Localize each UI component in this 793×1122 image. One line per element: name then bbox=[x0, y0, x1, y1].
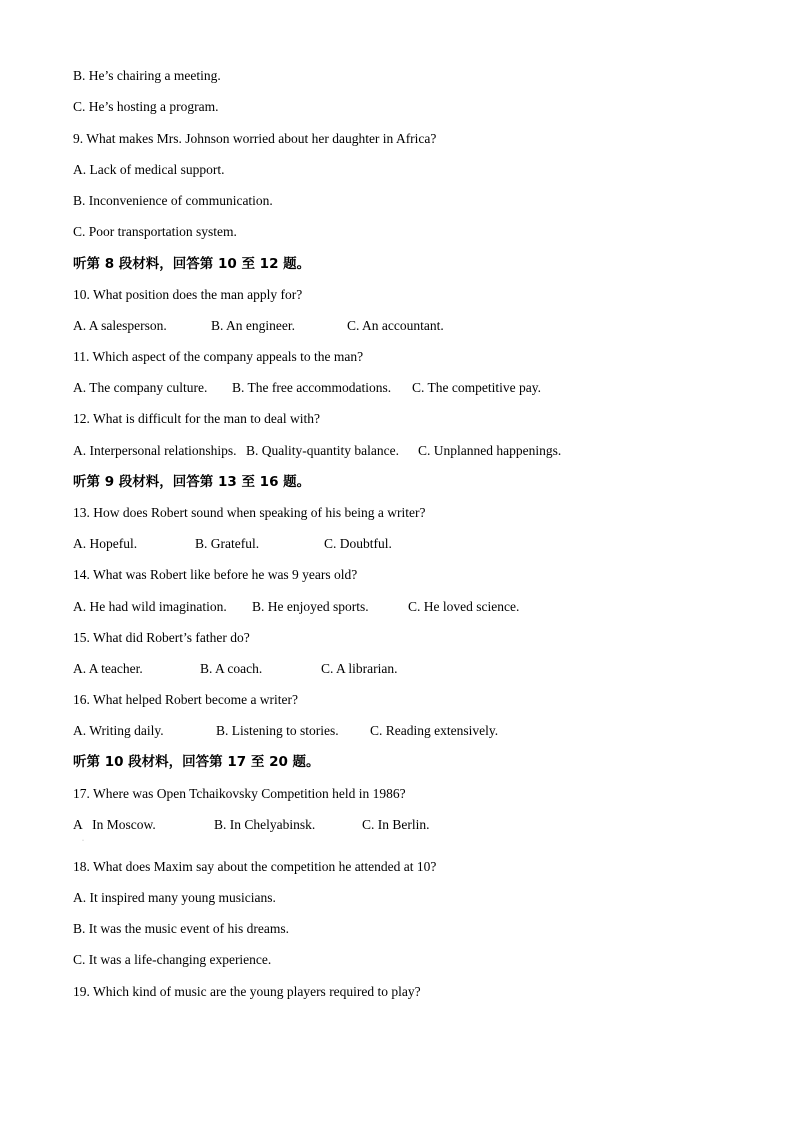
q9-question: 9. What makes Mrs. Johnson worried about her daughter in Africa? bbox=[73, 131, 437, 146]
q10-option-c: C. An accountant. bbox=[347, 318, 444, 333]
section10-heading: 听第 10 段材料，回答第 17 至 20 题。 bbox=[73, 754, 320, 770]
q12-option-a: A. Interpersonal relationships. bbox=[73, 443, 237, 458]
q14-option-b: B. He enjoyed sports. bbox=[252, 599, 369, 614]
q18-option-c: C. It was a life-changing experience. bbox=[73, 952, 272, 967]
q12-option-b: B. Quality-quantity balance. bbox=[246, 443, 399, 458]
q11-option-c: C. The competitive pay. bbox=[412, 380, 541, 395]
q11-option-b: B. The free accommodations. bbox=[232, 380, 392, 395]
q10-option-a: A. A salesperson. bbox=[73, 318, 167, 333]
section8-heading: 听第 8 段材料，回答第 10 至 12 题。 bbox=[73, 256, 311, 272]
q9-option-c: C. Poor transportation system. bbox=[73, 224, 237, 239]
q15-option-b: B. A coach. bbox=[200, 661, 263, 676]
q18-option-b: B. It was the music event of his dreams. bbox=[73, 921, 289, 936]
q13-question: 13. How does Robert sound when speaking of his being a writer? bbox=[73, 505, 426, 520]
q15-question: 15. What did Robert’s father do? bbox=[73, 630, 250, 645]
q11-option-a: A. The company culture. bbox=[73, 380, 208, 395]
q8-option-b: B. He’s chairing a meeting. bbox=[73, 68, 221, 83]
q10-option-b: B. An engineer. bbox=[211, 318, 295, 333]
q15-option-a: A. A teacher. bbox=[73, 661, 143, 676]
q17-option-c: C. In Berlin. bbox=[362, 817, 430, 832]
q13-option-c: C. Doubtful. bbox=[324, 536, 392, 551]
q19-question: 19. Which kind of music are the young players required to play? bbox=[73, 984, 421, 999]
q13-option-a: A. Hopeful. bbox=[73, 536, 138, 551]
q16-question: 16. What helped Robert become a writer? bbox=[73, 692, 299, 707]
q14-option-c: C. He loved science. bbox=[408, 599, 520, 614]
q17-question: 17. Where was Open Tchaikovsky Competition held in 1986? bbox=[73, 786, 406, 801]
q16-option-b: B. Listening to stories. bbox=[216, 723, 339, 738]
q15-option-c: C. A librarian. bbox=[321, 661, 398, 676]
section9-heading: 听第 9 段材料，回答第 13 至 16 题。 bbox=[73, 474, 311, 490]
q11-question: 11. Which aspect of the company appeals to the man? bbox=[73, 349, 364, 364]
q12-question: 12. What is difficult for the man to deal with? bbox=[73, 411, 320, 426]
stray-dot-mark: · bbox=[82, 838, 84, 844]
q16-option-a: A. Writing daily. bbox=[73, 723, 164, 738]
q17-option-a: A In Moscow. bbox=[73, 817, 156, 832]
q14-question: 14. What was Robert like before he was 9 years old? bbox=[73, 567, 358, 582]
q18-question: 18. What does Maxim say about the competition he attended at 10? bbox=[73, 859, 437, 874]
q8-option-c: C. He’s hosting a program. bbox=[73, 99, 219, 114]
q12-option-c: C. Unplanned happenings. bbox=[418, 443, 562, 458]
q18-option-a: A. It inspired many young musicians. bbox=[73, 890, 276, 905]
q10-question: 10. What position does the man apply for? bbox=[73, 287, 303, 302]
q9-option-a: A. Lack of medical support. bbox=[73, 162, 225, 177]
q13-option-b: B. Grateful. bbox=[195, 536, 260, 551]
q17-option-b: B. In Chelyabinsk. bbox=[214, 817, 316, 832]
q9-option-b: B. Inconvenience of communication. bbox=[73, 193, 273, 208]
q16-option-c: C. Reading extensively. bbox=[370, 723, 499, 738]
q14-option-a: A. He had wild imagination. bbox=[73, 599, 227, 614]
